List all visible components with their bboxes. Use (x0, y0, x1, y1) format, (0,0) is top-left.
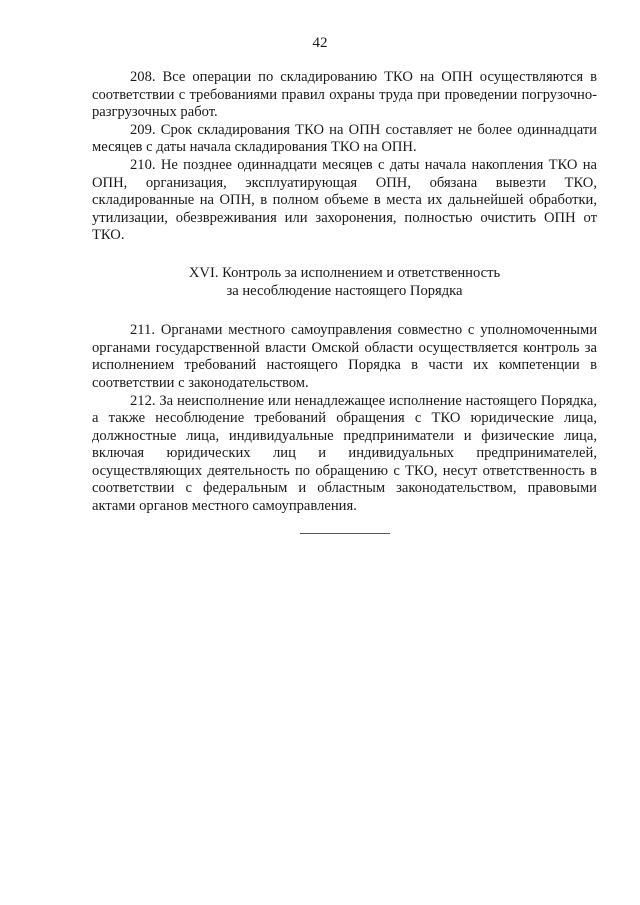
document-body (92, 69, 597, 516)
paragraph-211: 211. Органами местного самоуправления совместно с уполномоченными органами государственной власти Омской области осуществляется контроль за исполнением требований настоящего Порядка в части их компетенции в соответствии с законодательством. (92, 322, 597, 391)
paragraph-212: 212. За неисполнение или ненадлежащее исполнение настоящего Порядка, а также несоблюдение требований обращения с ТКО юридические лица, должностные лица, индивидуальные предприниматели и физические лица, включая юридических лиц и индивидуальных предпринимателей, осуществляющих деятельность по обращению с ТКО, несут ответственность в соответствии с федеральным и областным законодательством, правовыми актами органов местного самоуправления. (92, 392, 597, 515)
page-number: 42 (312, 35, 328, 51)
paragraph-209: 209. Срок складирования ТКО на ОПН составляет не более одиннадцати месяцев с даты начала складирования ТКО на ОПН. (92, 121, 597, 156)
paragraph-208: 208. Все операции по складированию ТКО на ОПН осуществляются в соответствии с требованиями правил охраны труда при проведении погрузочно-разгрузочных работ. (92, 69, 597, 121)
section-heading-line-1: XVI. Контроль за исполнением и ответственность (188, 264, 501, 281)
section-heading-line-2: за несоблюдение настоящего Порядка (226, 282, 463, 299)
paragraph-210: 210. Не позднее одиннадцати месяцев с даты начала накопления ТКО на ОПН, организация, эксплуатирующая ОПН, обязана вывезти ТКО, складированные на ОПН, в полном объеме в места их дальнейшей обработки, утилизации, обезвреживания или захоронения, полностью очистить ОПН от ТКО. (92, 156, 597, 244)
end-separator-line (300, 533, 390, 534)
section-heading (92, 265, 597, 300)
